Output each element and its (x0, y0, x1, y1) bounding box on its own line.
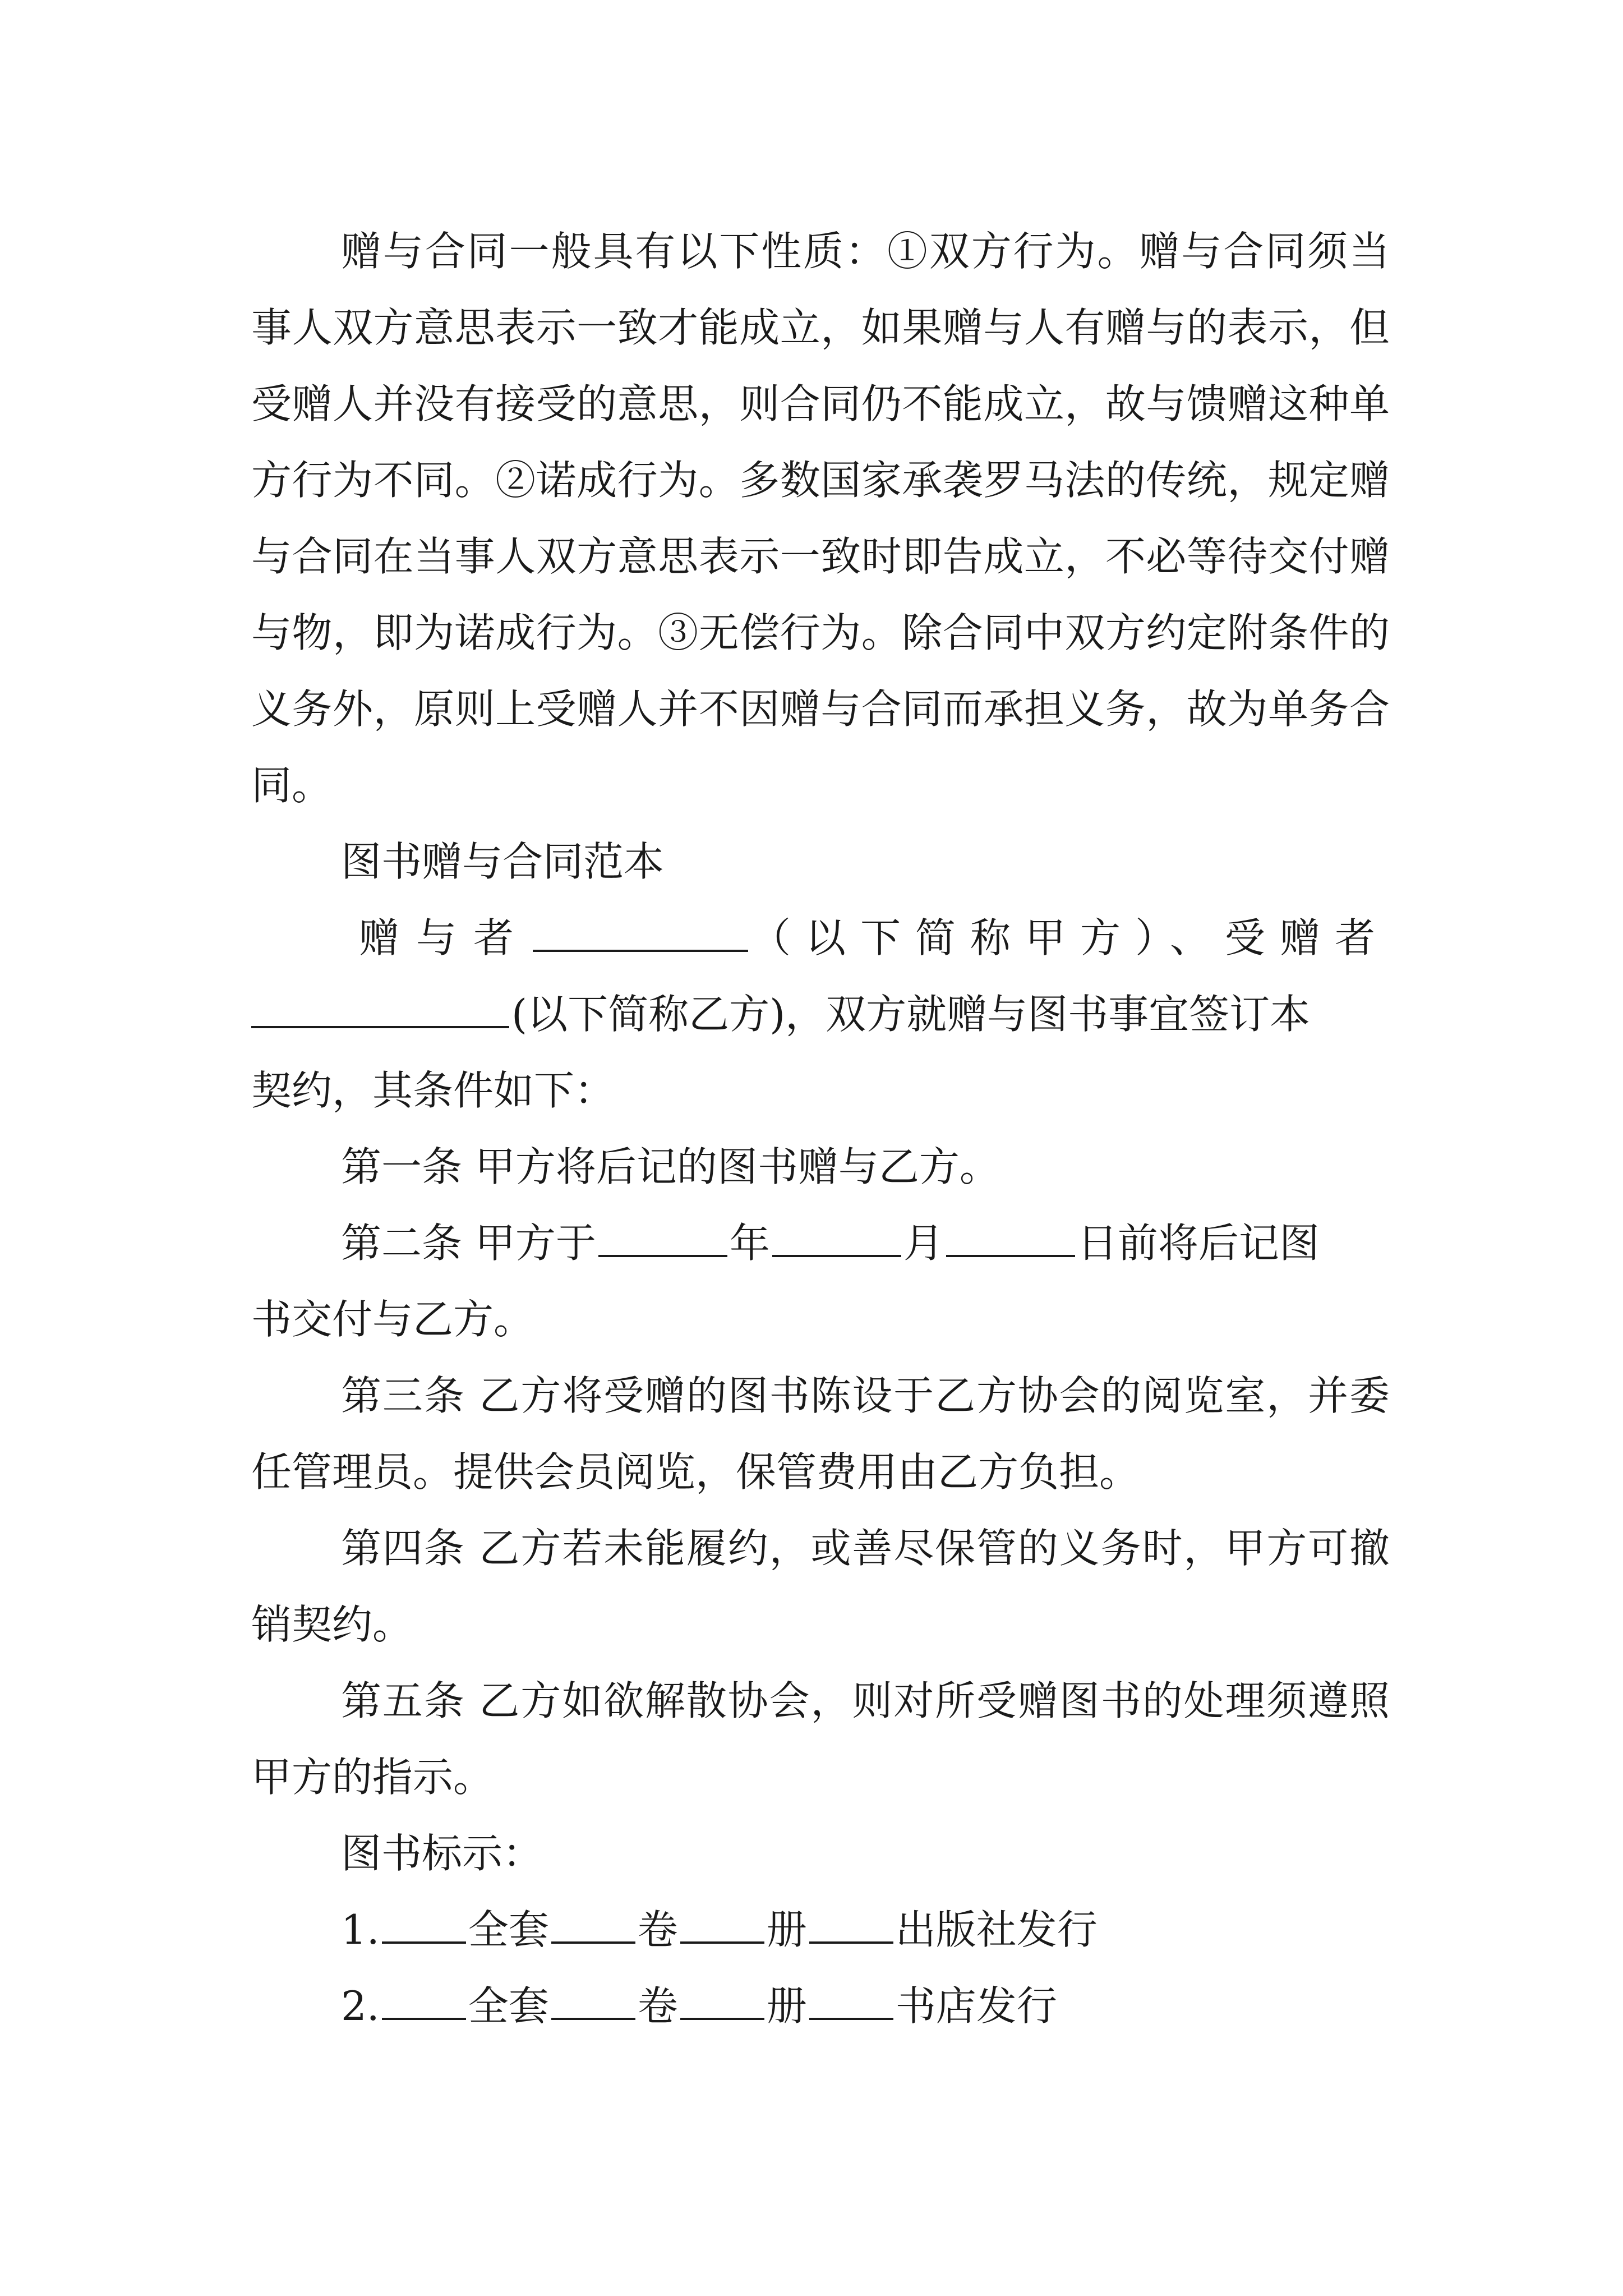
donee-suffix: (以下简称乙方)，双方就赠与图书事宜签订本 (511, 991, 1311, 1038)
day-label: 日前将后记图 (1077, 1220, 1320, 1267)
book-blank-publisher[interactable] (809, 1985, 893, 2020)
month-label: 月 (903, 1220, 944, 1267)
book-blank-set[interactable] (382, 1909, 466, 1944)
article-1: 第一条 甲方将后记的图书赠与乙方。 (341, 1143, 1000, 1190)
donor-label: 赠与者 (359, 914, 531, 961)
donor-suffix: （以下简称甲方）、受赠者 (750, 914, 1390, 961)
donor-blank[interactable] (533, 917, 748, 952)
book-item-publisher: 出版社发行 (895, 1906, 1098, 1953)
article-5: 第五条 乙方如欲解散协会，则对所受赠图书的处理须遵照甲方的指示。 (251, 1677, 1390, 1801)
article-2-prefix: 第二条 甲方于 (341, 1220, 596, 1267)
month-blank[interactable] (772, 1222, 901, 1257)
article-2-line (251, 1205, 1390, 1281)
year-blank[interactable] (598, 1222, 727, 1257)
document-page (251, 213, 1390, 2044)
donee-line (251, 976, 1390, 1052)
book-item-vol: 卷 (637, 1906, 678, 1953)
book-item-number: 1. (341, 1906, 380, 1953)
book-item-vol: 卷 (637, 1982, 678, 2030)
contract-title: 图书赠与合同范本 (341, 838, 665, 885)
article-3: 第三条 乙方将受赠的图书陈设于乙方协会的阅览室，并委任管理员。提供会员阅览，保管费用由乙方负担。 (251, 1372, 1390, 1496)
book-blank-book[interactable] (680, 1909, 764, 1944)
book-blank-vol[interactable] (551, 1985, 635, 2020)
intro-paragraph: 赠与合同一般具有以下性质：①双方行为。赠与合同须当事人双方意思表示一致才能成立，如果赠与人有赠与的表示，但受赠人并没有接受的意思，则合同仍不能成立，故与馈赠这种单方行为不同。②诺成行为。多数国家承袭罗马法的传统，规定赠与合同在当事人双方意思表示一致时即告成立，不必等待交付赠与物，即为诺成行为。③无偿行为。除合同中双方约定附条件的义务外，原则上受赠人并不因赠与合同而承担义务，故为单务合同。 (251, 228, 1390, 809)
book-blank-publisher[interactable] (809, 1909, 893, 1944)
book-item-book: 册 (766, 1982, 807, 2030)
books-label: 图书标示： (341, 1830, 543, 1877)
book-blank-vol[interactable] (551, 1909, 635, 1944)
book-item-set: 全套 (468, 1982, 549, 2030)
day-blank[interactable] (946, 1222, 1075, 1257)
book-item (251, 1892, 1390, 1968)
book-item-number: 2. (341, 1982, 380, 2030)
book-blank-set[interactable] (382, 1985, 466, 2020)
article-2-continuation: 书交付与乙方。 (251, 1296, 534, 1343)
year-label: 年 (729, 1220, 770, 1267)
parties-line (251, 900, 1390, 976)
book-item-publisher: 书店发行 (895, 1982, 1057, 2030)
book-item-book: 册 (766, 1906, 807, 1953)
book-item-set: 全套 (468, 1906, 549, 1953)
article-4: 第四条 乙方若未能履约，或善尽保管的义务时，甲方可撤销契约。 (251, 1525, 1390, 1648)
parties-continuation: 契约，其条件如下： (251, 1067, 615, 1114)
donee-blank[interactable] (251, 993, 509, 1028)
book-item (251, 1968, 1390, 2044)
book-blank-book[interactable] (680, 1985, 764, 2020)
